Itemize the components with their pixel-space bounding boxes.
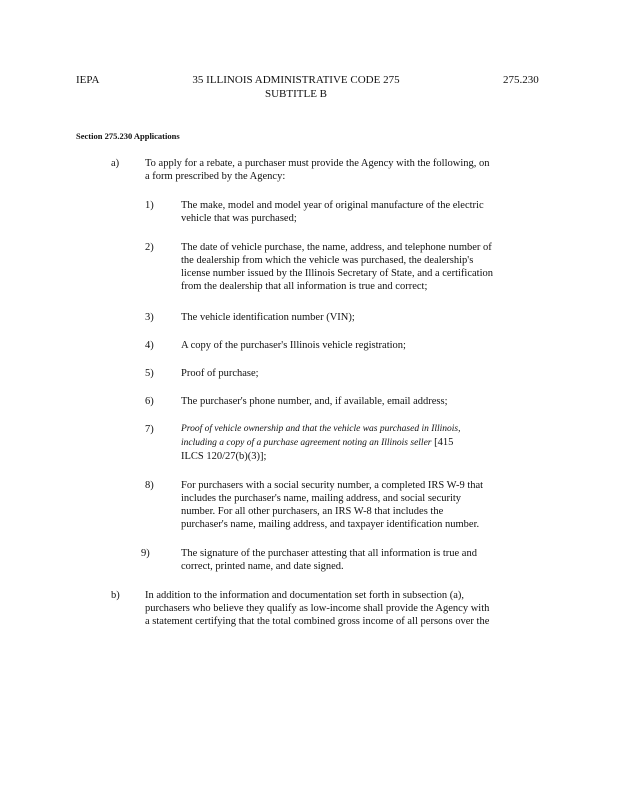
item-b-label: b) (111, 590, 120, 601)
sub-3-line: The vehicle identification number (VIN); (181, 312, 355, 323)
sub-1-label: 1) (145, 200, 154, 211)
header-title-line2: SUBTITLE B (264, 88, 328, 100)
sub-2-line: license number issued by the Illinois Secretary of State, and a certification (181, 268, 493, 279)
header-title (176, 73, 416, 101)
sub-8-line: purchaser's name, mailing address, and taxpayer identification number. (181, 519, 480, 530)
sub-5-line: Proof of purchase; (181, 368, 259, 379)
sub-3-label: 3) (145, 312, 154, 323)
sub-9-label: 9) (141, 548, 150, 559)
sub-3-text (181, 311, 355, 324)
sub-2-line: from the dealership that all information is true and correct; (181, 281, 428, 292)
sub-5-text (181, 367, 259, 380)
header-section-number: 275.230 (503, 74, 539, 86)
sub-9-line: correct, printed name, and date signed. (181, 561, 344, 572)
sub-1-line: The make, model and model year of original manufacture of the electric (181, 200, 484, 211)
sub-7-italic-line: Proof of vehicle ownership and that the vehicle was purchased in Illinois, (181, 424, 461, 434)
sub-6-label: 6) (145, 396, 154, 407)
sub-7-citation-start: [415 (434, 437, 454, 448)
sub-6-line: The purchaser's phone number, and, if available, email address; (181, 396, 448, 407)
item-a-line: To apply for a rebate, a purchaser must provide the Agency with the following, on (145, 158, 490, 169)
item-b-line: purchasers who believe they qualify as low-income shall provide the Agency with (145, 603, 490, 614)
section-heading: Section 275.230 Applications (76, 131, 180, 141)
sub-8-line: For purchasers with a social security number, a completed IRS W-9 that (181, 480, 484, 491)
header-title-line1: 35 ILLINOIS ADMINISTRATIVE CODE 275 (192, 74, 400, 86)
sub-7-italic-line: including a copy of a purchase agreement noting an Illinois seller (181, 438, 432, 448)
sub-5-label: 5) (145, 368, 154, 379)
sub-8-line: number. For all other purchasers, an IRS W-8 that includes the (181, 506, 444, 517)
item-a-label: a) (111, 158, 120, 169)
sub-9-text (181, 547, 477, 573)
sub-8-line: includes the purchaser's name, mailing address, and social security (181, 493, 462, 504)
item-b-line: In addition to the information and documentation set forth in subsection (a), (145, 590, 465, 601)
sub-4-text (181, 339, 406, 352)
sub-7-label: 7) (145, 424, 154, 435)
item-a-line: a form prescribed by the Agency: (145, 171, 286, 182)
sub-7-citation-end: ILCS 120/27(b)(3)]; (181, 451, 267, 462)
sub-2-text (181, 241, 493, 293)
header-agency: IEPA (76, 74, 100, 86)
sub-9-line: The signature of the purchaser attesting that all information is true and (181, 548, 477, 559)
sub-2-line: The date of vehicle purchase, the name, address, and telephone number of (181, 242, 492, 253)
sub-7-text (181, 423, 461, 463)
sub-2-line: the dealership from which the vehicle was purchased, the dealership's (181, 255, 474, 266)
item-b-line: a statement certifying that the total combined gross income of all persons over the (145, 616, 490, 627)
sub-4-line: A copy of the purchaser's Illinois vehicle registration; (181, 340, 406, 351)
item-b-text (145, 589, 489, 628)
sub-6-text (181, 395, 448, 408)
sub-4-label: 4) (145, 340, 154, 351)
sub-8-label: 8) (145, 480, 154, 491)
sub-1-text (181, 199, 484, 225)
sub-7-line-2 (181, 436, 461, 450)
item-a-text (145, 157, 490, 183)
sub-2-label: 2) (145, 242, 154, 253)
sub-1-line: vehicle that was purchased; (181, 213, 297, 224)
sub-8-text (181, 479, 483, 531)
